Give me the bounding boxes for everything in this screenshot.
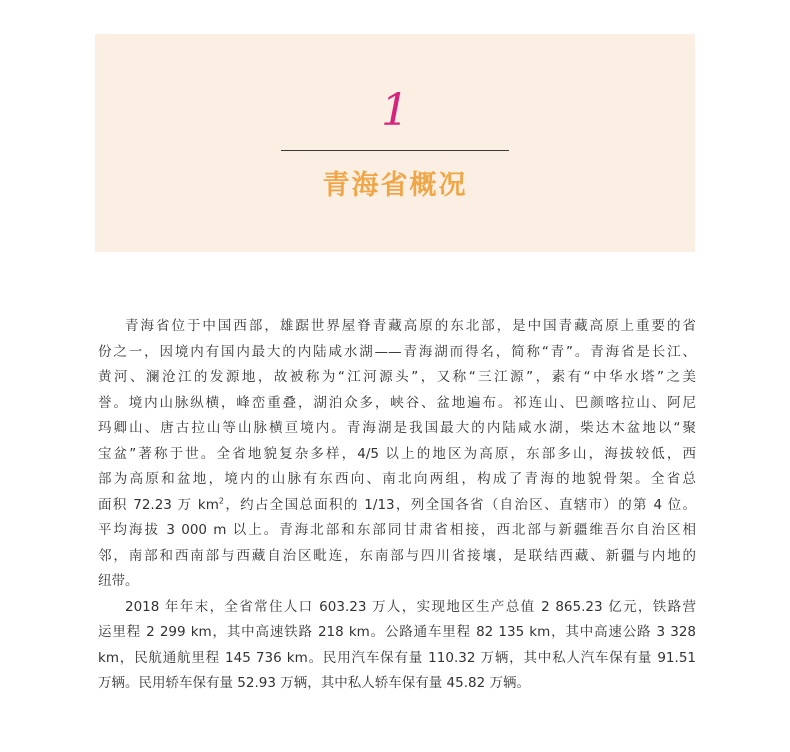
- text-line: 宝盆”著称于世。全省地貌复杂多样，4/5 以上的地区为高原，东部多山，海拔较低，西: [98, 445, 696, 462]
- text-line: 2018 年年末，全省常住人口 603.23 万人，实现地区生产总值 2 865.23 亿元，铁路营: [125, 598, 696, 615]
- text-line: 份之一，因境内有国内最大的内陆咸水湖——青海湖而得名，简称“青”。青海省是长江、: [98, 343, 696, 360]
- chapter-divider: [281, 150, 509, 151]
- paragraph-2: [98, 595, 696, 697]
- text-line-area: [98, 493, 696, 519]
- area-superscript: 2: [218, 496, 224, 505]
- text-line: 玛卿山、唐古拉山等山脉横亘境内。青海湖是我国最大的内陆咸水湖，柴达木盆地以“聚: [98, 420, 696, 436]
- text-line: 部为高原和盆地，境内的山脉有东西向、南北向两组，构成了青海的地貌骨架。全省总: [98, 471, 696, 487]
- text-line: 纽带。: [98, 573, 139, 589]
- text-line: km，民航通航里程 145 736 km。民用汽车保有量 110.32 万辆，其中私人汽车保有量 91.51: [98, 649, 696, 666]
- text-line: 万辆。民用轿车保有量 52.93 万辆，其中私人轿车保有量 45.82 万辆。: [98, 675, 530, 691]
- paragraph-1: [98, 314, 696, 595]
- text-line: 平均海拔 3 000 m 以上。青海北部和东部同甘肃省相接，西北部与新疆维吾尔自治区相: [98, 522, 696, 538]
- text-line: 黄河、澜沧江的发源地，故被称为“江河源头”，又称“三江源”，素有“中华水塔”之美: [98, 369, 696, 385]
- chapter-number: 1: [381, 85, 409, 136]
- text-line: 青海省位于中国西部，雄踞世界屋脊青藏高原的东北部，是中国青藏高原上重要的省: [125, 318, 696, 334]
- text-line: 运里程 2 299 km，其中高速铁路 218 km。公路通车里程 82 135 km，其中高速公路 3 328: [98, 624, 696, 640]
- chapter-header: [95, 34, 695, 252]
- text-line: 誉。境内山脉纵横，峰峦重叠，湖泊众多，峡谷、盆地遍布。祁连山、巴颜喀拉山、阿尼: [98, 394, 696, 411]
- area-text: 面积 72.23 万 km: [98, 496, 219, 513]
- body-text: [98, 314, 696, 697]
- area-text-rest: ，约占全国总面积的 1/13，列全国各省（自治区、直辖市）的第 4 位。: [224, 496, 696, 513]
- chapter-title: 青海省概况: [322, 170, 468, 201]
- text-line: 邻，南部和西南部与西藏自治区毗连，东南部与四川省接壤，是联结西藏、新疆与内地的: [98, 547, 696, 564]
